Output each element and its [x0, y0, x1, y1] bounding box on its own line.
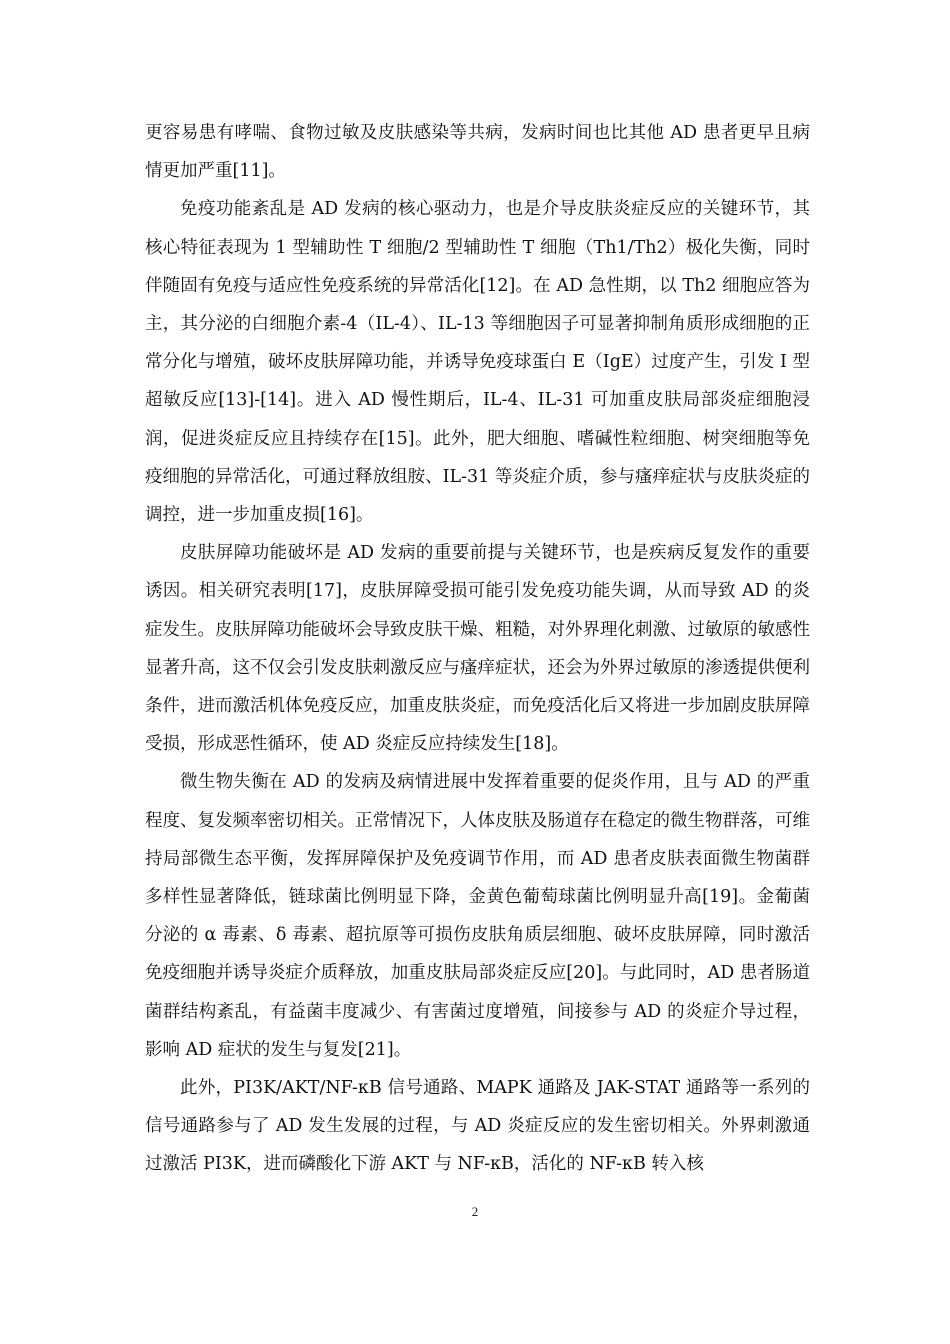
paragraph-2: 免疫功能紊乱是 AD 发病的核心驱动力，也是介导皮肤炎症反应的关键环节，其核心特征表现为 1 型辅助性 T 细胞/2 型辅助性 T 细胞（Th1/Th2）极化失衡，同时伴随固有免疫与适应性免疫系统的异常活化[12]。在 AD 急性期，以 Th2 细胞应答为主，其分泌的白细胞介素-4（IL-4）、IL-13 等细胞因子可显著抑制角质形成细胞的正常分化与增殖，破坏皮肤屏障功能，并诱导免疫球蛋白 E（IgE）过度产生，引发 I 型超敏反应[13]-[14]。进入 AD 慢性期后，IL-4、IL-31 可加重皮肤局部炎症细胞浸润，促进炎症反应且持续存在[15]。此外，肥大细胞、嗜碱性粒细胞、树突细胞等免疫细胞的异常活化，可通过释放组胺、IL-31 等炎症介质，参与瘙痒症状与皮肤炎症的调控，进一步加重皮损[16]。 [145, 199, 810, 526]
paragraph-3: 皮肤屏障功能破坏是 AD 发病的重要前提与关键环节，也是疾病反复发作的重要诱因。相关研究表明[17]，皮肤屏障受损可能引发免疫功能失调，从而导致 AD 的炎症发生。皮肤屏障功能破坏会导致皮肤干燥、粗糙，对外界理化刺激、过敏原的敏感性显著升高，这不仅会引发皮肤刺激反应与瘙痒症状，还会为外界过敏原的渗透提供便利条件，进而激活机体免疫反应，加重皮肤炎症，而免疫活化后又将进一步加剧皮肤屏障受损，形成恶性循环，使 AD 炎症反应持续发生[18]。 [145, 543, 810, 755]
body-text [145, 114, 810, 1184]
paragraph-1: 更容易患有哮喘、食物过敏及皮肤感染等共病，发病时间也比其他 AD 患者更早且病情更加严重[11]。 [145, 123, 810, 182]
paragraph-5: 此外，PI3K/AKT/NF-κB 信号通路、MAPK 通路及 JAK-STAT 通路等一系列的信号通路参与了 AD 发生发展的过程，与 AD 炎症反应的发生密切相关。外界刺激通过激活 PI3K，进而磷酸化下游 AKT 与 NF-κB，活化的 NF-κB 转入核 [145, 1078, 810, 1175]
paragraph-4: 微生物失衡在 AD 的发病及病情进展中发挥着重要的促炎作用，且与 AD 的严重程度、复发频率密切相关。正常情况下，人体皮肤及肠道存在稳定的微生物群落，可维持局部微生态平衡，发挥屏障保护及免疫调节作用，而 AD 患者皮肤表面微生物菌群多样性显著降低，链球菌比例明显下降，金黄色葡萄球菌比例明显升高[19]。金葡菌分泌的 α 毒素、δ 毒素、超抗原等可损伤皮肤角质层细胞、破坏皮肤屏障，同时激活免疫细胞并诱导炎症介质释放，加重皮肤局部炎症反应[20]。与此同时，AD 患者肠道菌群结构紊乱，有益菌丰度减少、有害菌过度增殖，间接参与 AD 的炎症介导过程，影响 AD 症状的发生与复发[21]。 [145, 772, 810, 1060]
page-number: 2 [471, 1204, 479, 1219]
